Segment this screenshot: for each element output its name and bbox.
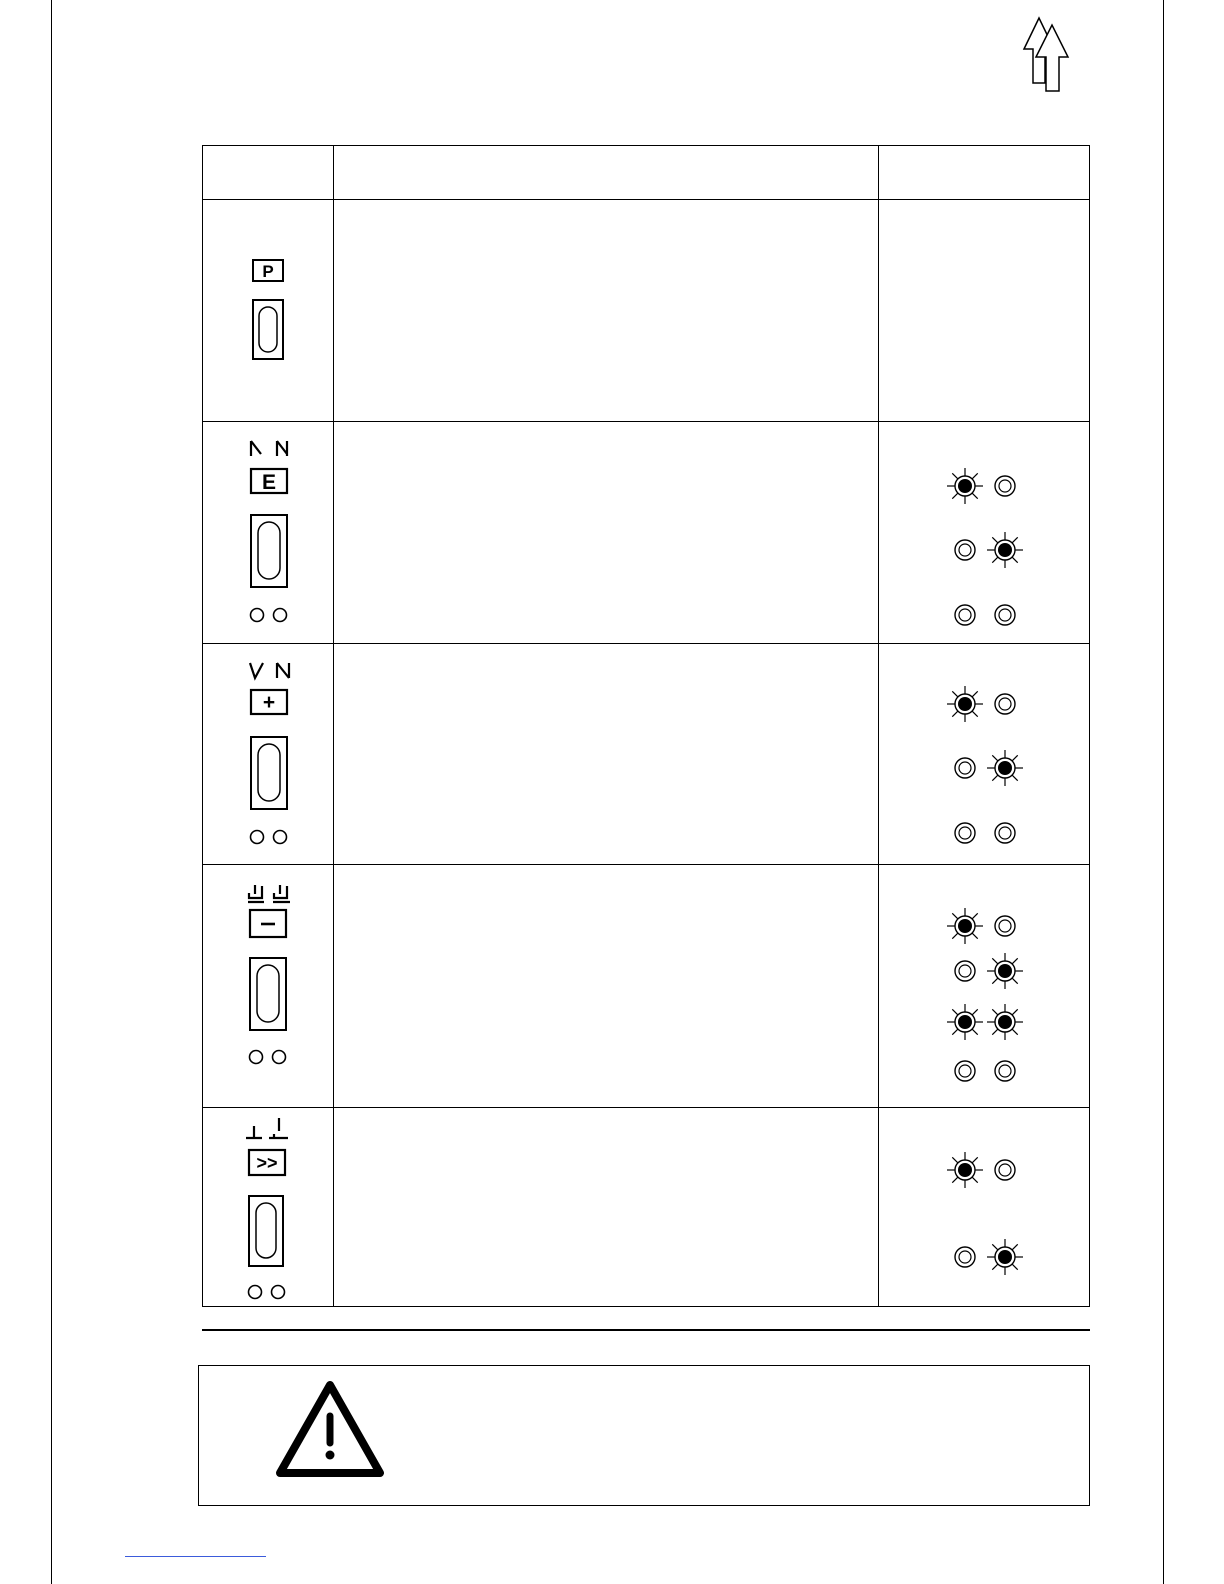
led-off-icon (985, 466, 1025, 506)
table-row (202, 1108, 1088, 1305)
led-off-icon (945, 813, 985, 853)
led-on-icon (985, 1002, 1025, 1042)
needle-bar-symbol-icon (244, 1116, 292, 1142)
key-button-icon[interactable] (250, 736, 290, 812)
key-label: >> (256, 1153, 278, 1173)
led-on-icon (945, 466, 985, 506)
led-on-icon (945, 684, 985, 724)
table-row (202, 644, 1088, 864)
led-off-icon (945, 1237, 985, 1277)
led-state-row (945, 748, 1045, 788)
led-state-row (945, 813, 1045, 853)
led-off-icon (985, 684, 1025, 724)
led-off-icon (985, 906, 1025, 946)
table-row (202, 200, 1088, 421)
section-separator (202, 1329, 1090, 1331)
led-indicator-pair (247, 1284, 291, 1302)
needle-up-down-symbol-icon (247, 438, 293, 460)
key-button-icon[interactable] (250, 514, 290, 590)
led-off-icon (945, 530, 985, 570)
led-state-row (945, 684, 1045, 724)
warning-triangle-icon (275, 1380, 387, 1480)
led-state-row (945, 595, 1045, 635)
led-on-icon (985, 530, 1025, 570)
table-row (202, 865, 1088, 1107)
led-indicator-pair (249, 607, 293, 625)
stitch-symbol-icon (247, 660, 293, 682)
led-off-icon (945, 1051, 985, 1091)
led-off-icon (945, 595, 985, 635)
led-state-row (945, 1051, 1045, 1091)
led-state-row (945, 530, 1045, 570)
table-row (202, 422, 1088, 643)
led-on-icon (945, 1150, 985, 1190)
program-key-icon[interactable] (252, 259, 288, 283)
double-up-arrow-icon[interactable] (1020, 15, 1076, 95)
key-label: + (262, 691, 276, 714)
needle-position-key-icon[interactable] (250, 468, 290, 496)
minus-key-icon[interactable] (249, 909, 291, 939)
led-on-icon (985, 748, 1025, 788)
key-label: P (262, 262, 274, 281)
forward-key-icon[interactable] (248, 1149, 290, 1177)
key-button-icon[interactable] (248, 1195, 288, 1269)
footer-link-underline[interactable] (125, 1556, 266, 1557)
led-off-icon (985, 813, 1025, 853)
presser-foot-symbol-icon (246, 881, 296, 905)
led-indicator-pair (248, 1049, 292, 1067)
led-off-icon (945, 951, 985, 991)
page-border-right (1163, 0, 1164, 1584)
led-on-icon (985, 1237, 1025, 1277)
led-state-row (945, 906, 1045, 946)
warning-box (198, 1365, 1090, 1506)
led-on-icon (985, 951, 1025, 991)
key-label: E (261, 471, 277, 494)
led-off-icon (985, 1051, 1025, 1091)
led-state-row (945, 951, 1045, 991)
led-state-row (945, 466, 1045, 506)
led-state-row (945, 1237, 1045, 1277)
led-off-icon (985, 1150, 1025, 1190)
page-border-left (51, 0, 52, 1584)
led-state-row (945, 1002, 1045, 1042)
led-on-icon (945, 906, 985, 946)
led-off-icon (985, 595, 1025, 635)
led-off-icon (945, 748, 985, 788)
led-indicator-pair (249, 829, 293, 847)
led-on-icon (945, 1002, 985, 1042)
led-state-row (945, 1150, 1045, 1190)
plus-key-icon[interactable] (250, 689, 290, 717)
key-button-icon[interactable] (252, 299, 286, 361)
key-button-icon[interactable] (249, 957, 289, 1033)
